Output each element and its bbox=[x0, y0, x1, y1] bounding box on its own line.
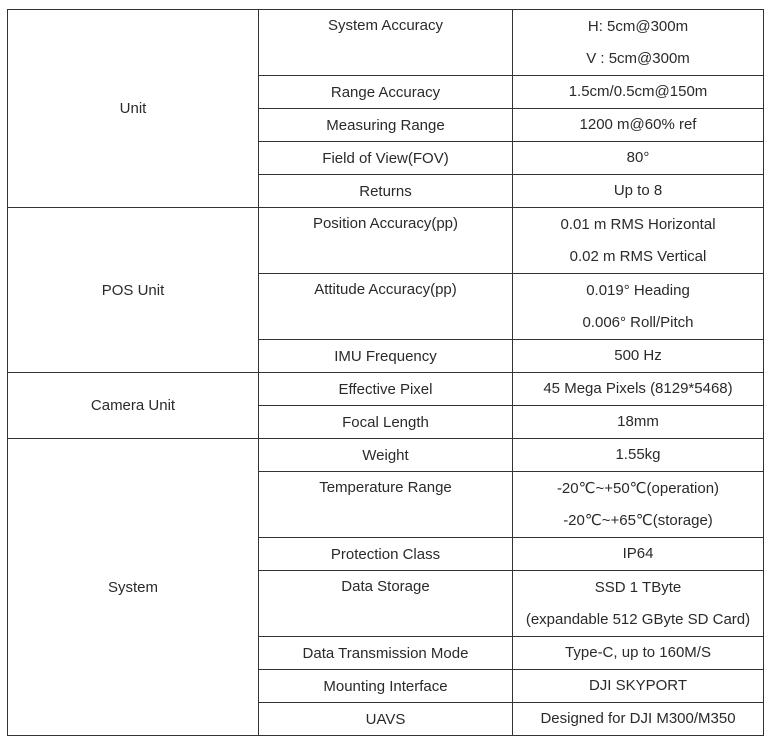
parameter-cell: Focal Length bbox=[259, 406, 513, 439]
value-cell bbox=[513, 76, 764, 109]
parameter-cell: Data Storage bbox=[259, 571, 513, 637]
value-line: 1.55kg bbox=[615, 446, 661, 463]
value-line: SSD 1 TByte bbox=[594, 578, 682, 596]
parameter-cell: Data Transmission Mode bbox=[259, 637, 513, 670]
value-cell bbox=[513, 10, 764, 76]
value-cell bbox=[513, 373, 764, 406]
parameter-cell: Field of View(FOV) bbox=[259, 142, 513, 175]
value-line: 18mm bbox=[617, 413, 659, 430]
value-cell bbox=[513, 406, 764, 439]
value-line: Up to 8 bbox=[613, 182, 663, 199]
parameter-cell: Protection Class bbox=[259, 538, 513, 571]
parameter-cell: Attitude Accuracy(pp) bbox=[259, 274, 513, 340]
value-line: 0.019° Heading bbox=[586, 281, 690, 299]
parameter-cell: Measuring Range bbox=[259, 109, 513, 142]
spec-row bbox=[8, 373, 764, 406]
value-line: DJI SKYPORT bbox=[588, 677, 688, 694]
value-cell bbox=[513, 637, 764, 670]
parameter-cell: Mounting Interface bbox=[259, 670, 513, 703]
value-line: 0.02 m RMS Vertical bbox=[569, 247, 707, 265]
category-cell: Camera Unit bbox=[8, 373, 259, 439]
value-cell bbox=[513, 208, 764, 274]
value-line: Designed for DJI M300/M350 bbox=[540, 710, 736, 727]
value-line: 1200 m@60% ref bbox=[579, 116, 697, 133]
spec-row bbox=[8, 10, 764, 76]
parameter-cell: Temperature Range bbox=[259, 472, 513, 538]
value-line: 1.5cm/0.5cm@150m bbox=[568, 83, 708, 100]
value-line: -20℃~+65℃(storage) bbox=[563, 511, 713, 529]
value-cell bbox=[513, 439, 764, 472]
parameter-cell: Returns bbox=[259, 175, 513, 208]
spec-table-body bbox=[8, 10, 764, 736]
parameter-cell: UAVS bbox=[259, 703, 513, 736]
value-line: 500 Hz bbox=[614, 347, 662, 364]
value-line: 0.006° Roll/Pitch bbox=[582, 313, 694, 331]
value-line: Type-C, up to 160M/S bbox=[565, 644, 711, 661]
value-line: IP64 bbox=[622, 545, 654, 562]
value-cell bbox=[513, 142, 764, 175]
value-cell bbox=[513, 571, 764, 637]
parameter-cell: Range Accuracy bbox=[259, 76, 513, 109]
value-cell bbox=[513, 175, 764, 208]
parameter-cell: System Accuracy bbox=[259, 10, 513, 76]
value-cell bbox=[513, 274, 764, 340]
parameter-cell: Position Accuracy(pp) bbox=[259, 208, 513, 274]
value-line: 80° bbox=[626, 149, 650, 166]
value-line: 0.01 m RMS Horizontal bbox=[560, 215, 716, 233]
value-cell bbox=[513, 472, 764, 538]
spec-table bbox=[7, 9, 764, 736]
spec-row bbox=[8, 439, 764, 472]
value-line: H: 5cm@300m bbox=[587, 17, 689, 35]
value-line: (expandable 512 GByte SD Card) bbox=[525, 610, 751, 628]
value-line: -20℃~+50℃(operation) bbox=[556, 479, 720, 497]
category-cell: POS Unit bbox=[8, 208, 259, 373]
parameter-cell: IMU Frequency bbox=[259, 340, 513, 373]
value-cell bbox=[513, 670, 764, 703]
value-cell bbox=[513, 538, 764, 571]
category-cell: Unit bbox=[8, 10, 259, 208]
value-line: 45 Mega Pixels (8129*5468) bbox=[543, 380, 733, 397]
value-cell bbox=[513, 703, 764, 736]
value-cell bbox=[513, 109, 764, 142]
parameter-cell: Weight bbox=[259, 439, 513, 472]
spec-row bbox=[8, 208, 764, 274]
parameter-cell: Effective Pixel bbox=[259, 373, 513, 406]
value-cell bbox=[513, 340, 764, 373]
value-line: V : 5cm@300m bbox=[586, 49, 690, 67]
category-cell: System bbox=[8, 439, 259, 736]
